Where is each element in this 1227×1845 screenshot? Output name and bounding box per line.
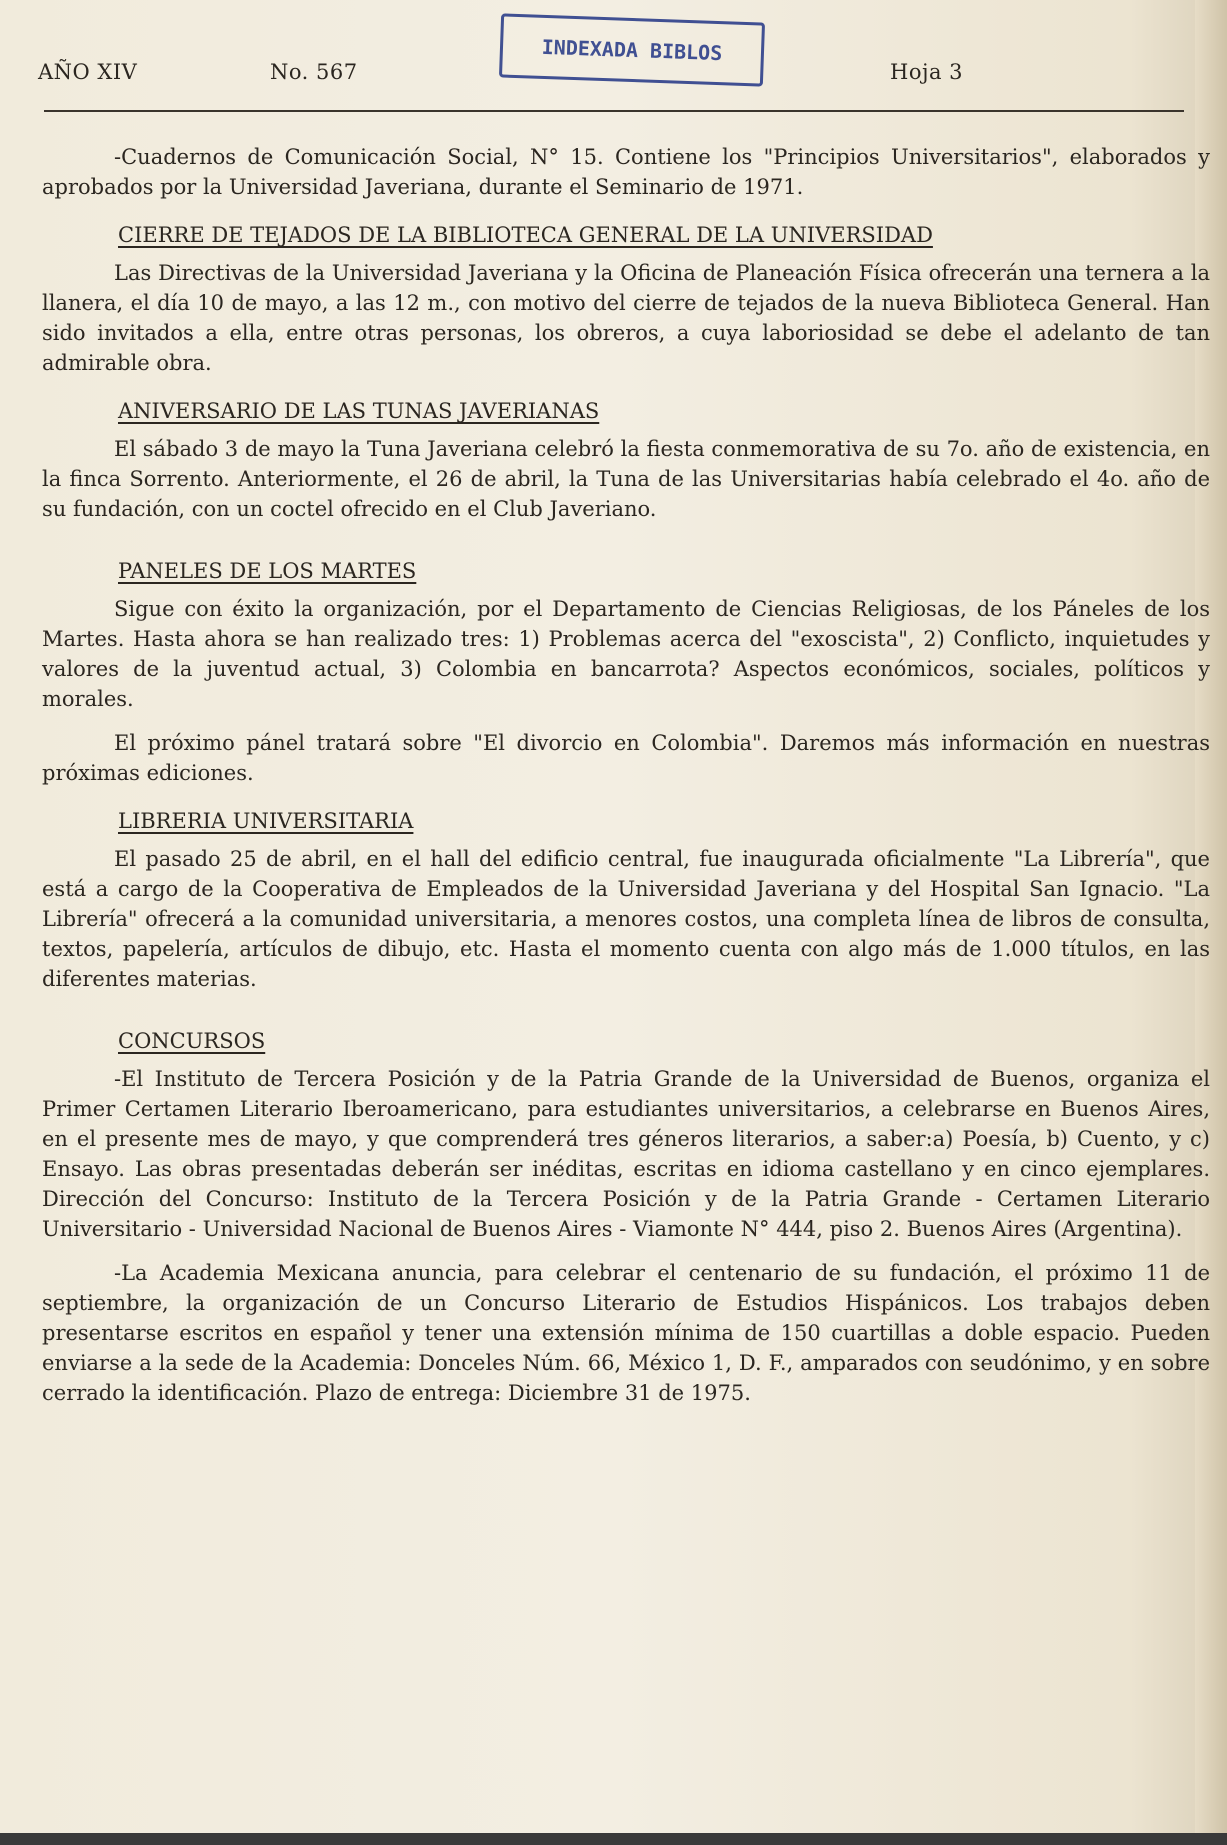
scan-bottom-edge — [0, 1833, 1227, 1845]
section-paragraph: Las Directivas de la Universidad Javeriana y la Oficina de Planeación Física ofrecerán una ternera a la llanera, el día 10 de mayo, a las 12 m., con motivo del cierre de tejados de la nueva Biblioteca General. Han sido invitados a ella, entre otras personas, los obreros, a cuya laboriosidad se debe el adelanto de tan admirable obra. — [42, 261, 1210, 375]
intro-paragraph: -Cuadernos de Comunicación Social, N° 15. Contiene los "Principios Universitarios", elaborados y aprobados por la Universidad Javeriana, durante el Seminario de 1971. — [42, 145, 1210, 199]
document-body — [42, 142, 1210, 1408]
header-page: Hoja 3 — [890, 60, 964, 84]
section-paneles — [42, 556, 1210, 788]
section-concursos — [42, 1026, 1210, 1408]
section-paragraph: -El Instituto de Tercera Posición y de la Patria Grande de la Universidad de Buenos, organiza el Primer Certamen Literario Iberoamericano, para estudiantes universitarios, a celebrarse en Buenos Aires, en el presente mes de mayo, y que comprenderá tres géneros literarios, a saber:a) Poesía, b) Cuento, y c) Ensayo. Las obras presentadas deberán ser inéditas, escritas en idioma castellano y en cinco ejemplares. Dirección del Concurso: Instituto de la Tercera Posición y de la Patria Grande - Certamen Literario Universitario - Universidad Nacional de Buenos Aires - Viamonte N° 444, piso 2. Buenos Aires (Argentina). — [42, 1067, 1210, 1241]
section-title: PANELES DE LOS MARTES — [118, 559, 417, 583]
section-paragraph: El próximo pánel tratará sobre "El divorcio en Colombia". Daremos más información en nuestras próximas ediciones. — [42, 731, 1210, 785]
section-paragraph: -La Academia Mexicana anuncia, para celebrar el centenario de su fundación, el próximo 11 de septiembre, la organización de un Concurso Literario de Estudios Hispánicos. Los trabajos deben presentarse escritos en español y tener una extensión mínima de 150 cuartillas a doble espacio. Pueden enviarse a la sede de la Academia: Donceles Núm. 66, México 1, D. F., amparados con seudónimo, y en sobre cerrado la identificación. Plazo de entrega: Diciembre 31 de 1975. — [42, 1261, 1210, 1405]
header-number: No. 567 — [270, 60, 358, 84]
section-paragraph: El sábado 3 de mayo la Tuna Javeriana celebró la fiesta conmemorativa de su 7o. año de existencia, en la finca Sorrento. Anteriormente, el 26 de abril, la Tuna de las Universitarias había celebrado el 4o. año de su fundación, con un coctel ofrecido en el Club Javeriano. — [42, 437, 1210, 521]
section-paragraph: Sigue con éxito la organización, por el Departamento de Ciencias Religiosas, de los Páneles de los Martes. Hasta ahora se han realizado tres: 1) Problemas acerca del "exoscista", 2) Conflicto, inquietudes y valores de la juventud actual, 3) Colombia en bancarrota? Aspectos económicos, sociales, políticos y morales. — [42, 597, 1210, 711]
section-cierre — [42, 220, 1210, 378]
indexada-stamp: INDEXADA BIBLOS — [499, 13, 765, 86]
section-aniversario — [42, 396, 1210, 524]
header-year: AÑO XIV — [38, 60, 138, 84]
section-libreria — [42, 806, 1210, 994]
header-rule — [44, 110, 1184, 112]
section-title: CIERRE DE TEJADOS DE LA BIBLIOTECA GENERAL DE LA UNIVERSIDAD — [118, 223, 933, 247]
section-title: LIBRERIA UNIVERSITARIA — [118, 809, 414, 833]
section-paragraph: El pasado 25 de abril, en el hall del edificio central, fue inaugurada oficialmente "La Librería", que está a cargo de la Cooperativa de Empleados de la Universidad Javeriana y del Hospital San Ignacio. "La Librería" ofrecerá a la comunidad universitaria, a menores costos, una completa línea de libros de consulta, textos, papelería, artículos de dibujo, etc. Hasta el momento cuenta con algo más de 1.000 títulos, en las diferentes materias. — [42, 847, 1210, 991]
section-title: ANIVERSARIO DE LAS TUNAS JAVERIANAS — [118, 399, 600, 423]
section-title: CONCURSOS — [118, 1029, 266, 1053]
